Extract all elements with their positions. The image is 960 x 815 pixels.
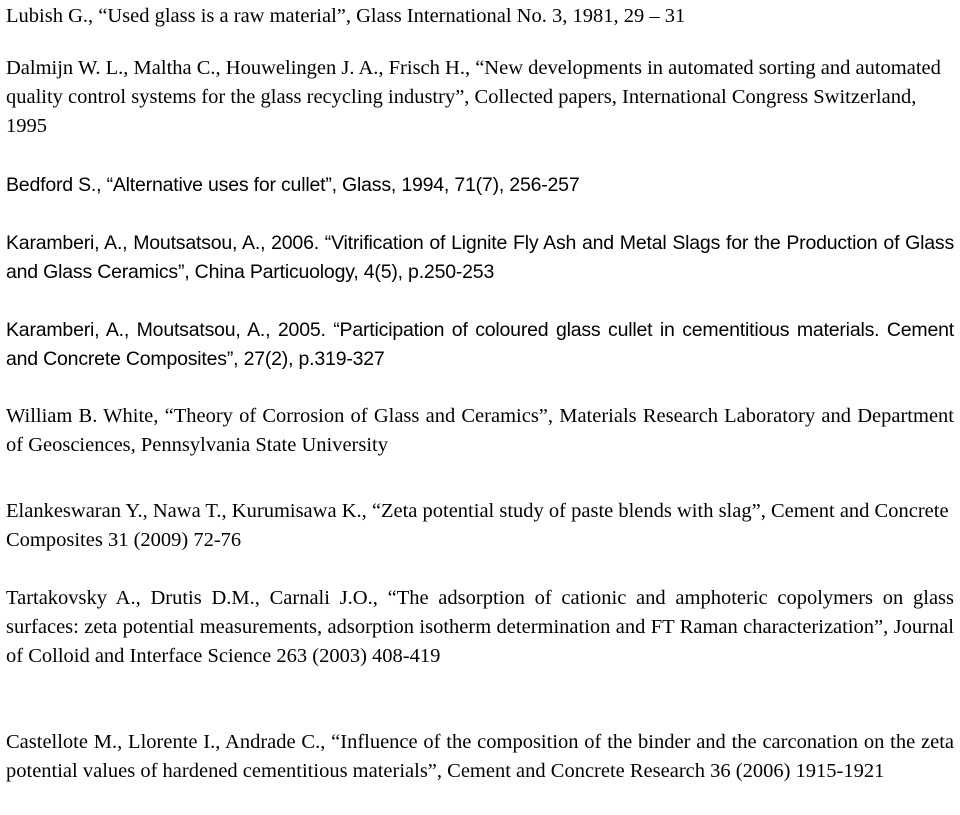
reference-bedford: Bedford S., “Alternative uses for cullet”, Glass, 1994, 71(7), 256-257 [6, 174, 580, 196]
reference-castellote: Castellote M., Llorente I., Andrade C., “Influence of the composition of the binder and the carconation on the zeta potential values of hardened cementitious materials”, Cement and Concrete Research 36 (2006) 1915-1921 [6, 731, 954, 782]
reference-karamberi-2006: Karamberi, A., Moutsatsou, A., 2006. “Vitrification of Lignite Fly Ash and Metal Slags for the Production of Glass and Glass Ceramics”, China Particuology, 4(5), p.250-253 [6, 232, 954, 283]
reference-elankeswaran: Elankeswaran Y., Nawa T., Kurumisawa K., “Zeta potential study of paste blends with slag”, Cement and Concrete Composites 31 (2009) 72-76 [6, 500, 949, 551]
reference-lubish: Lubish G., “Used glass is a raw material”, Glass International No. 3, 1981, 29 – 31 [6, 5, 686, 27]
reference-white: William B. White, “Theory of Corrosion of Glass and Ceramics”, Materials Research Laboratory and Department of Geosciences, Pennsylvania State University [6, 405, 954, 456]
reference-tartakovsky: Tartakovsky A., Drutis D.M., Carnali J.O., “The adsorption of cationic and amphoteric copolymers on glass surfaces: zeta potential measurements, adsorption isotherm determination and FT Raman characterization”, Journal of Colloid and Interface Science 263 (2003) 408-419 [6, 587, 954, 667]
reference-dalmijn: Dalmijn W. L., Maltha C., Houwelingen J. A., Frisch H., “New developments in automated sorting and automated quality control systems for the glass recycling industry”, Collected papers, International Congress Switzerland, 1995 [6, 57, 941, 137]
reference-karamberi-2005: Karamberi, A., Moutsatsou, A., 2005. “Participation of coloured glass cullet in cementitious materials. Cement and Concrete Composites”, 27(2), p.319-327 [6, 319, 954, 370]
